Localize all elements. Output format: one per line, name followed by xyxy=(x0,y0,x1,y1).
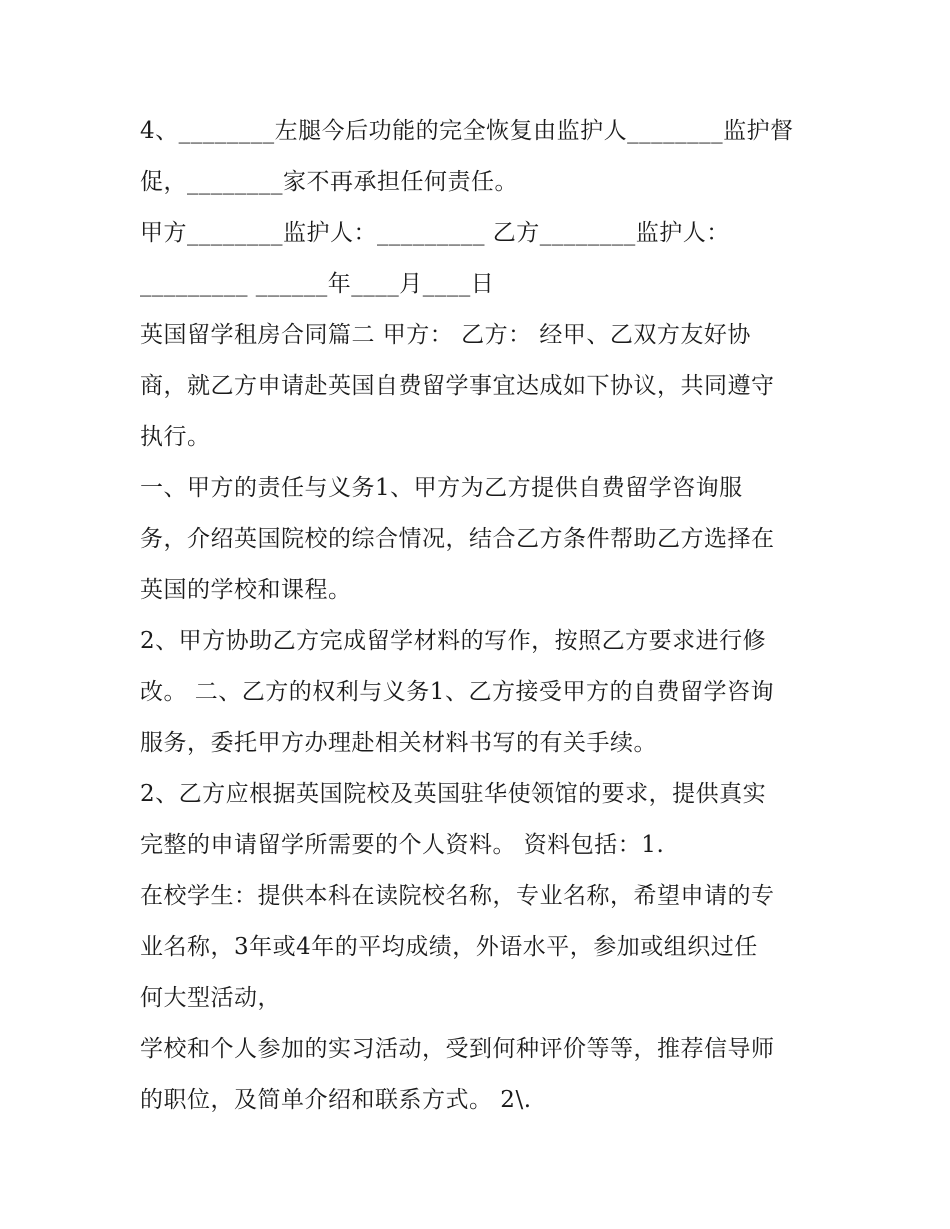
text-line: 的职位，及简单介绍和联系方式。 2\. xyxy=(140,1087,532,1113)
text-line: 商，就乙方申请赴英国自费留学事宜达成如下协议，共同遵守 xyxy=(140,373,775,399)
text-line: _________ ______年____月____日 xyxy=(140,271,495,297)
text-line: 甲方________监护人：_________ 乙方________监护人： xyxy=(140,220,730,246)
text-line: 2、甲方协助乙方完成留学材料的写作，按照乙方要求进行修 xyxy=(140,628,767,654)
text-line: 英国的学校和课程。 xyxy=(140,577,352,603)
text-line: 促，________家不再承担任何责任。 xyxy=(140,169,518,195)
text-line: 改。 二、乙方的权利与义务1、乙方接受甲方的自费留学咨询 xyxy=(140,679,774,705)
text-line: 英国留学租房合同篇二 甲方： 乙方： 经甲、乙双方友好协 xyxy=(140,322,751,348)
text-line: 何大型活动， xyxy=(140,985,281,1011)
document-body xyxy=(140,106,820,1126)
text-line: 服务，委托甲方办理赴相关材料书写的有关手续。 xyxy=(140,730,657,756)
text-line: 业名称，3年或4年的平均成绩，外语水平，参加或组织过任 xyxy=(140,934,758,960)
text-line: 执行。 xyxy=(140,424,211,450)
text-line: 学校和个人参加的实习活动，受到何种评价等等，推荐信导师 xyxy=(140,1036,775,1062)
text-line: 4、________左腿今后功能的完全恢复由监护人________监护督 xyxy=(140,118,794,144)
text-line: 2、乙方应根据英国院校及英国驻华使领馆的要求，提供真实 xyxy=(140,781,767,807)
text-line: 在校学生：提供本科在读院校名称，专业名称，希望申请的专 xyxy=(140,883,775,909)
text-line: 务，介绍英国院校的综合情况，结合乙方条件帮助乙方选择在 xyxy=(140,526,775,552)
text-line: 一、甲方的责任与义务1、甲方为乙方提供自费留学咨询服 xyxy=(140,475,743,501)
text-line: 完整的申请留学所需要的个人资料。 资料包括：1. xyxy=(140,832,665,858)
